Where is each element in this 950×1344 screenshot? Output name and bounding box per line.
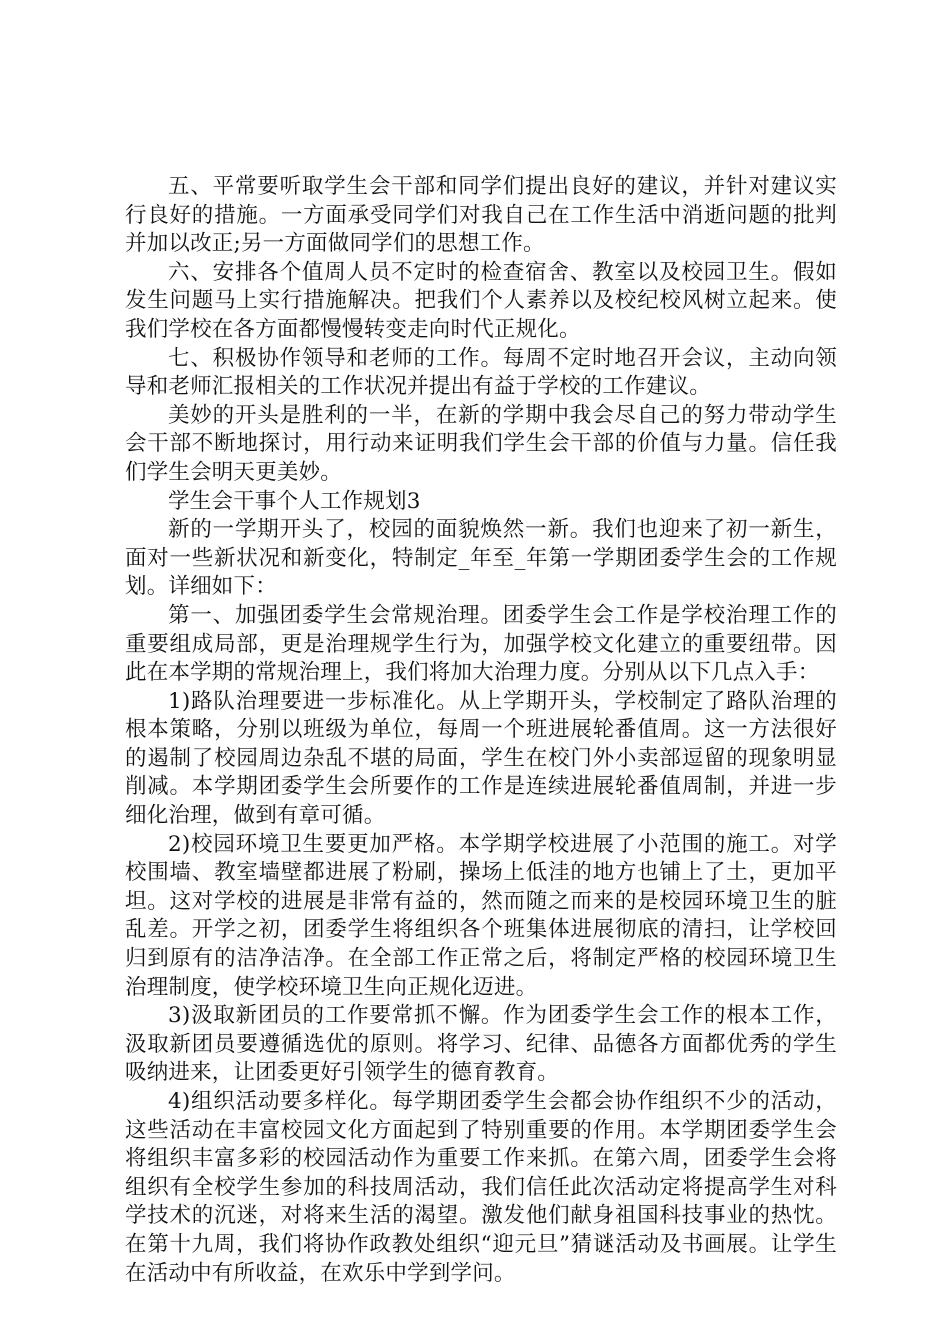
paragraph-subitem-2: 2)校园环境卫生要更加严格。本学期学校进展了小范围的施工。对学校围墙、教室墙壁都进展了粉刷，操场上低洼的地方也铺上了土，更加平坦。这对学校的进展是非常有益的，然而随之而来的是校园环境卫生的脏乱差。开学之初，团委学生将组织各个班集体进展彻底的清扫，让学校回归到原有的洁净洁净。在全部工作正常之后，将制定严格的校园环境卫生治理制度，使学校环境卫生向正规化迈进。 xyxy=(125,831,837,1000)
paragraph-item-5: 五、平常要听取学生会干部和同学们提出良好的建议，并针对建议实行良好的措施。一方面承受同学们对我自己在工作生活中消逝问题的批判并加以改正;另一方面做同学们的思想工作。 xyxy=(125,174,837,257)
paragraph-item-6: 六、安排各个值周人员不定时的检查宿舍、教室以及校园卫生。假如发生问题马上实行措施解决。把我们个人素养以及校纪校风树立起来。使我们学校在各方面都慢慢转变走向时代正规化。 xyxy=(125,259,837,342)
paragraph-item-7: 七、积极协作领导和老师的工作。每周不定时地召开会议，主动向领导和老师汇报相关的工作状况并提出有益于学校的工作建议。 xyxy=(125,345,837,400)
document-body xyxy=(125,173,837,1288)
paragraph-conclusion: 美妙的开头是胜利的一半，在新的学期中我会尽自己的努力带动学生会干部不断地探讨，用行动来证明我们学生会干部的价值与力量。信任我们学生会明天更美妙。 xyxy=(125,402,837,485)
paragraph-intro: 新的一学期开头了，校园的面貌焕然一新。我们也迎来了初一新生，面对一些新状况和新变化，特制定_年至_年第一学期团委学生会的工作规划。详细如下： xyxy=(125,517,837,600)
paragraph-first-point: 第一、加强团委学生会常规治理。团委学生会工作是学校治理工作的重要组成局部，更是治理规学生行为，加强学校文化建立的重要纽带。因此在本学期的常规治理上，我们将加大治理力度。分别从以下几点入手： xyxy=(125,602,837,686)
section-heading: 学生会干事个人工作规划3 xyxy=(168,488,421,514)
paragraph-subitem-1: 1)路队治理要进一步标准化。从上学期开头，学校制定了路队治理的根本策略，分别以班级为单位，每周一个班进展轮番值周。这一方法很好的遏制了校园周边杂乱不堪的局面，学生在校门外小卖部逗留的现象明显削减。本学期团委学生会所要作的工作是连续进展轮番值周制，并进一步细化治理，做到有章可循。 xyxy=(125,688,837,829)
paragraph-subitem-3: 3)汲取新团员的工作要常抓不懈。作为团委学生会工作的根本工作，汲取新团员要遵循选优的原则。将学习、纪律、品德各方面都优秀的学生吸纳进来，让团委更好引领学生的德育教育。 xyxy=(125,1003,837,1086)
paragraph-subitem-4: 4)组织活动要多样化。每学期团委学生会都会协作组织不少的活动，这些活动在丰富校园文化方面起到了特别重要的作用。本学期团委学生会将组织丰富多彩的校园活动作为重要工作来抓。在第六周，团委学生会将组织有全校学生参加的科技周活动，我们信任此次活动定将提高学生对科学技术的沉迷，对将来生活的渴望。激发他们献身祖国科技事业的热忱。在第十九周，我们将协作政教处组织“迎元旦”猜谜活动及书画展。让学生在活动中有所收益，在欢乐中学到学问。 xyxy=(125,1089,837,1286)
